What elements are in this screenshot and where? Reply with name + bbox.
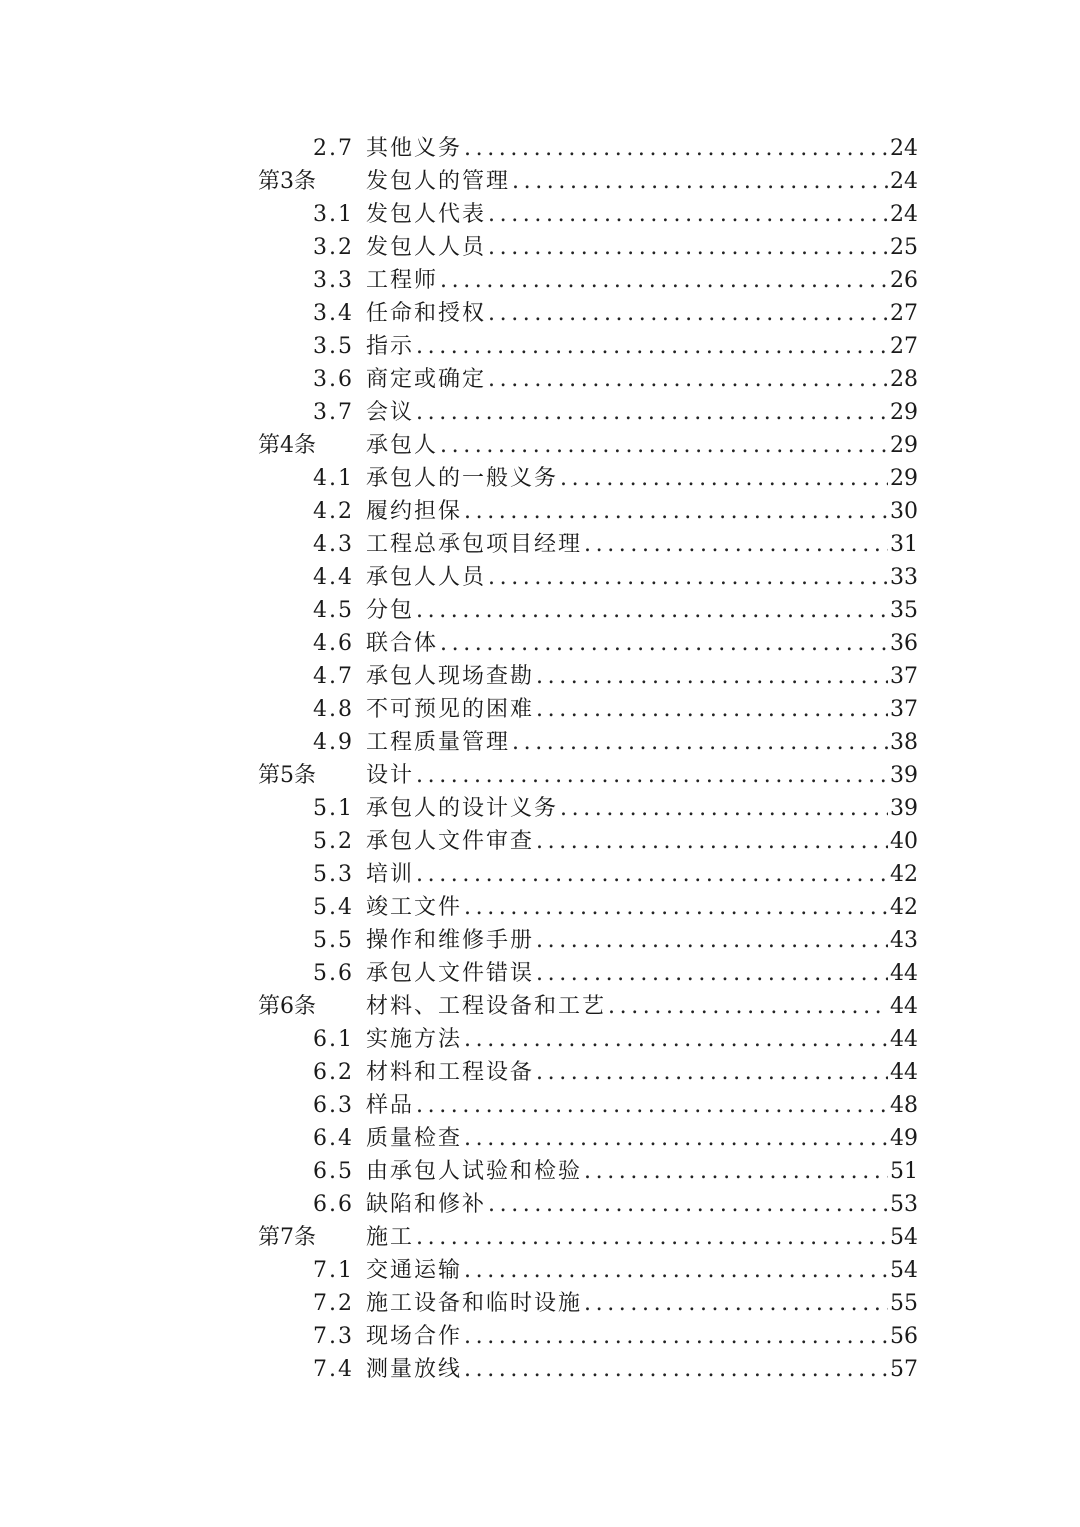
toc-section-entry[interactable] <box>258 264 918 297</box>
toc-entry-page-number: 39 <box>890 763 918 788</box>
toc-entry-title: 承包人的一般义务 <box>366 466 559 491</box>
toc-entry-page-number: 27 <box>890 334 918 359</box>
toc-dot-leader <box>536 693 888 726</box>
toc-dot-leader <box>464 1353 888 1386</box>
toc-entry-number: 5.4 <box>313 895 354 920</box>
toc-entry-title: 现场合作 <box>366 1324 463 1349</box>
toc-entry-number: 第4条 <box>258 433 316 458</box>
toc-dot-leader <box>488 297 888 330</box>
toc-entry-number: 7.4 <box>313 1357 354 1382</box>
toc-entry-page-number: 38 <box>890 730 918 755</box>
toc-entry-number: 4.9 <box>313 730 354 755</box>
toc-dot-leader <box>512 165 888 198</box>
toc-entry-title: 不可预见的困难 <box>366 697 535 722</box>
toc-entry-title: 商定或确定 <box>366 367 487 392</box>
toc-entry-number: 第6条 <box>258 994 316 1019</box>
toc-dot-leader <box>536 924 888 957</box>
toc-entry-title: 任命和授权 <box>366 301 487 326</box>
toc-entry-title: 发包人代表 <box>366 202 487 227</box>
toc-entry-number: 3.4 <box>313 301 354 326</box>
toc-chapter-entry[interactable] <box>258 165 918 198</box>
toc-entry-title: 培训 <box>366 862 415 887</box>
toc-entry-title: 操作和维修手册 <box>366 928 535 953</box>
toc-dot-leader <box>464 1122 888 1155</box>
toc-entry-page-number: 27 <box>890 301 918 326</box>
toc-entry-page-number: 29 <box>890 400 918 425</box>
toc-section-entry[interactable] <box>258 924 918 957</box>
toc-entry-number: 6.6 <box>313 1192 354 1217</box>
toc-entry-page-number: 55 <box>890 1291 918 1316</box>
toc-entry-number: 3.7 <box>313 400 354 425</box>
toc-chapter-entry[interactable] <box>258 990 918 1023</box>
toc-entry-number: 3.3 <box>313 268 354 293</box>
toc-section-entry[interactable] <box>258 792 918 825</box>
toc-entry-title: 工程总承包项目经理 <box>366 532 583 557</box>
toc-entry-number: 4.1 <box>313 466 354 491</box>
toc-section-entry[interactable] <box>258 363 918 396</box>
toc-section-entry[interactable] <box>258 1353 918 1386</box>
toc-entry-number: 第3条 <box>258 169 316 194</box>
toc-entry-title: 缺陷和修补 <box>366 1192 487 1217</box>
toc-section-entry[interactable] <box>258 891 918 924</box>
toc-dot-leader <box>464 495 888 528</box>
toc-entry-title: 材料、工程设备和工艺 <box>366 994 607 1019</box>
toc-entry-page-number: 53 <box>890 1192 918 1217</box>
toc-section-entry[interactable] <box>258 1122 918 1155</box>
toc-dot-leader <box>464 132 888 165</box>
toc-entry-page-number: 24 <box>890 169 918 194</box>
toc-entry-page-number: 31 <box>890 532 918 557</box>
toc-dot-leader <box>440 627 888 660</box>
toc-dot-leader <box>536 1056 888 1089</box>
toc-dot-leader <box>416 1089 888 1122</box>
toc-entry-title: 工程质量管理 <box>366 730 511 755</box>
toc-dot-leader <box>488 1188 888 1221</box>
toc-entry-page-number: 49 <box>890 1126 918 1151</box>
toc-entry-number: 6.1 <box>313 1027 354 1052</box>
toc-dot-leader <box>584 528 888 561</box>
toc-entry-number: 4.8 <box>313 697 354 722</box>
toc-dot-leader <box>584 1287 888 1320</box>
toc-section-entry[interactable] <box>258 330 918 363</box>
toc-entry-page-number: 30 <box>890 499 918 524</box>
toc-section-entry[interactable] <box>258 858 918 891</box>
toc-entry-title: 指示 <box>366 334 415 359</box>
toc-section-entry[interactable] <box>258 1023 918 1056</box>
toc-entry-page-number: 54 <box>890 1225 918 1250</box>
toc-section-entry[interactable] <box>258 132 918 165</box>
toc-dot-leader <box>464 1320 888 1353</box>
toc-entry-page-number: 33 <box>890 565 918 590</box>
toc-dot-leader <box>416 858 888 891</box>
toc-entry-number: 3.6 <box>313 367 354 392</box>
toc-entry-page-number: 44 <box>890 994 918 1019</box>
toc-entry-page-number: 28 <box>890 367 918 392</box>
toc-entry-number: 3.1 <box>313 202 354 227</box>
toc-section-entry[interactable] <box>258 1287 918 1320</box>
toc-dot-leader <box>536 825 888 858</box>
toc-entry-page-number: 56 <box>890 1324 918 1349</box>
toc-entry-page-number: 42 <box>890 895 918 920</box>
toc-entry-title: 竣工文件 <box>366 895 463 920</box>
toc-entry-number: 3.2 <box>313 235 354 260</box>
toc-section-entry[interactable] <box>258 1320 918 1353</box>
toc-entry-page-number: 40 <box>890 829 918 854</box>
toc-dot-leader <box>488 561 888 594</box>
toc-dot-leader <box>608 990 888 1023</box>
toc-entry-number: 第7条 <box>258 1225 316 1250</box>
toc-section-entry[interactable] <box>258 825 918 858</box>
toc-entry-title: 实施方法 <box>366 1027 463 1052</box>
toc-section-entry[interactable] <box>258 297 918 330</box>
toc-section-entry[interactable] <box>258 726 918 759</box>
toc-entry-page-number: 44 <box>890 1027 918 1052</box>
toc-dot-leader <box>464 1254 888 1287</box>
toc-entry-title: 分包 <box>366 598 415 623</box>
toc-entry-title: 发包人的管理 <box>366 169 511 194</box>
toc-entry-page-number: 24 <box>890 136 918 161</box>
toc-dot-leader <box>512 726 888 759</box>
toc-dot-leader <box>416 330 888 363</box>
toc-entry-page-number: 29 <box>890 433 918 458</box>
toc-entry-title: 样品 <box>366 1093 415 1118</box>
toc-entry-title: 测量放线 <box>366 1357 463 1382</box>
toc-entry-number: 4.2 <box>313 499 354 524</box>
toc-entry-title: 承包人文件审查 <box>366 829 535 854</box>
toc-section-entry[interactable] <box>258 528 918 561</box>
toc-dot-leader <box>560 462 888 495</box>
toc-dot-leader <box>536 957 888 990</box>
toc-entry-number: 6.2 <box>313 1060 354 1085</box>
toc-entry-page-number: 26 <box>890 268 918 293</box>
toc-dot-leader <box>488 198 888 231</box>
toc-section-entry[interactable] <box>258 561 918 594</box>
toc-entry-title: 承包人的设计义务 <box>366 796 559 821</box>
toc-dot-leader <box>416 594 888 627</box>
toc-entry-page-number: 48 <box>890 1093 918 1118</box>
toc-dot-leader <box>464 891 888 924</box>
toc-entry-title: 联合体 <box>366 631 439 656</box>
toc-entry-page-number: 37 <box>890 664 918 689</box>
toc-entry-number: 5.5 <box>313 928 354 953</box>
toc-entry-title: 承包人现场查勘 <box>366 664 535 689</box>
toc-entry-title: 履约担保 <box>366 499 463 524</box>
toc-entry-number: 6.4 <box>313 1126 354 1151</box>
toc-section-entry[interactable] <box>258 495 918 528</box>
toc-dot-leader <box>584 1155 888 1188</box>
toc-section-entry[interactable] <box>258 198 918 231</box>
toc-entry-page-number: 42 <box>890 862 918 887</box>
toc-section-entry[interactable] <box>258 1155 918 1188</box>
toc-section-entry[interactable] <box>258 231 918 264</box>
toc-section-entry[interactable] <box>258 1254 918 1287</box>
toc-entry-title: 由承包人试验和检验 <box>366 1159 583 1184</box>
toc-dot-leader <box>416 1221 888 1254</box>
toc-entry-page-number: 51 <box>890 1159 918 1184</box>
toc-entry-page-number: 57 <box>890 1357 918 1382</box>
toc-entry-number: 4.6 <box>313 631 354 656</box>
toc-entry-title: 施工设备和临时设施 <box>366 1291 583 1316</box>
toc-section-entry[interactable] <box>258 693 918 726</box>
toc-section-entry[interactable] <box>258 594 918 627</box>
toc-entry-page-number: 25 <box>890 235 918 260</box>
toc-entry-title: 其他义务 <box>366 136 463 161</box>
toc-section-entry[interactable] <box>258 660 918 693</box>
toc-dot-leader <box>416 396 888 429</box>
toc-entry-title: 质量检查 <box>366 1126 463 1151</box>
toc-entry-number: 6.3 <box>313 1093 354 1118</box>
toc-entry-number: 7.1 <box>313 1258 354 1283</box>
toc-entry-title: 交通运输 <box>366 1258 463 1283</box>
toc-dot-leader <box>536 660 888 693</box>
toc-entry-page-number: 36 <box>890 631 918 656</box>
toc-section-entry[interactable] <box>258 1089 918 1122</box>
toc-dot-leader <box>560 792 888 825</box>
toc-entry-number: 7.3 <box>313 1324 354 1349</box>
toc-entry-title: 承包人文件错误 <box>366 961 535 986</box>
toc-entry-number: 4.7 <box>313 664 354 689</box>
toc-entry-number: 5.1 <box>313 796 354 821</box>
toc-entry-number: 4.5 <box>313 598 354 623</box>
toc-chapter-entry[interactable] <box>258 759 918 792</box>
toc-entry-number: 第5条 <box>258 763 316 788</box>
toc-entry-page-number: 29 <box>890 466 918 491</box>
toc-dot-leader <box>440 264 888 297</box>
table-of-contents <box>258 132 918 1386</box>
toc-entry-page-number: 24 <box>890 202 918 227</box>
toc-dot-leader <box>488 231 888 264</box>
toc-dot-leader <box>488 363 888 396</box>
toc-entry-title: 发包人人员 <box>366 235 487 260</box>
toc-entry-number: 6.5 <box>313 1159 354 1184</box>
toc-dot-leader <box>440 429 888 462</box>
toc-entry-title: 承包人 <box>366 433 439 458</box>
toc-entry-title: 材料和工程设备 <box>366 1060 535 1085</box>
toc-dot-leader <box>416 759 888 792</box>
toc-entry-number: 5.6 <box>313 961 354 986</box>
toc-entry-number: 4.3 <box>313 532 354 557</box>
toc-entry-page-number: 54 <box>890 1258 918 1283</box>
toc-entry-title: 承包人人员 <box>366 565 487 590</box>
toc-entry-page-number: 44 <box>890 1060 918 1085</box>
toc-entry-page-number: 35 <box>890 598 918 623</box>
toc-entry-page-number: 39 <box>890 796 918 821</box>
toc-entry-number: 2.7 <box>313 136 354 161</box>
toc-entry-title: 工程师 <box>366 268 439 293</box>
toc-entry-page-number: 44 <box>890 961 918 986</box>
toc-entry-page-number: 37 <box>890 697 918 722</box>
toc-section-entry[interactable] <box>258 1188 918 1221</box>
toc-entry-title: 会议 <box>366 400 415 425</box>
toc-dot-leader <box>464 1023 888 1056</box>
toc-entry-number: 3.5 <box>313 334 354 359</box>
toc-section-entry[interactable] <box>258 1056 918 1089</box>
toc-entry-number: 5.3 <box>313 862 354 887</box>
toc-entry-title: 施工 <box>366 1225 415 1250</box>
toc-entry-page-number: 43 <box>890 928 918 953</box>
toc-section-entry[interactable] <box>258 396 918 429</box>
toc-section-entry[interactable] <box>258 957 918 990</box>
toc-entry-number: 7.2 <box>313 1291 354 1316</box>
toc-section-entry[interactable] <box>258 627 918 660</box>
toc-chapter-entry[interactable] <box>258 429 918 462</box>
toc-chapter-entry[interactable] <box>258 1221 918 1254</box>
toc-entry-number: 4.4 <box>313 565 354 590</box>
toc-entry-title: 设计 <box>366 763 415 788</box>
toc-section-entry[interactable] <box>258 462 918 495</box>
toc-entry-number: 5.2 <box>313 829 354 854</box>
